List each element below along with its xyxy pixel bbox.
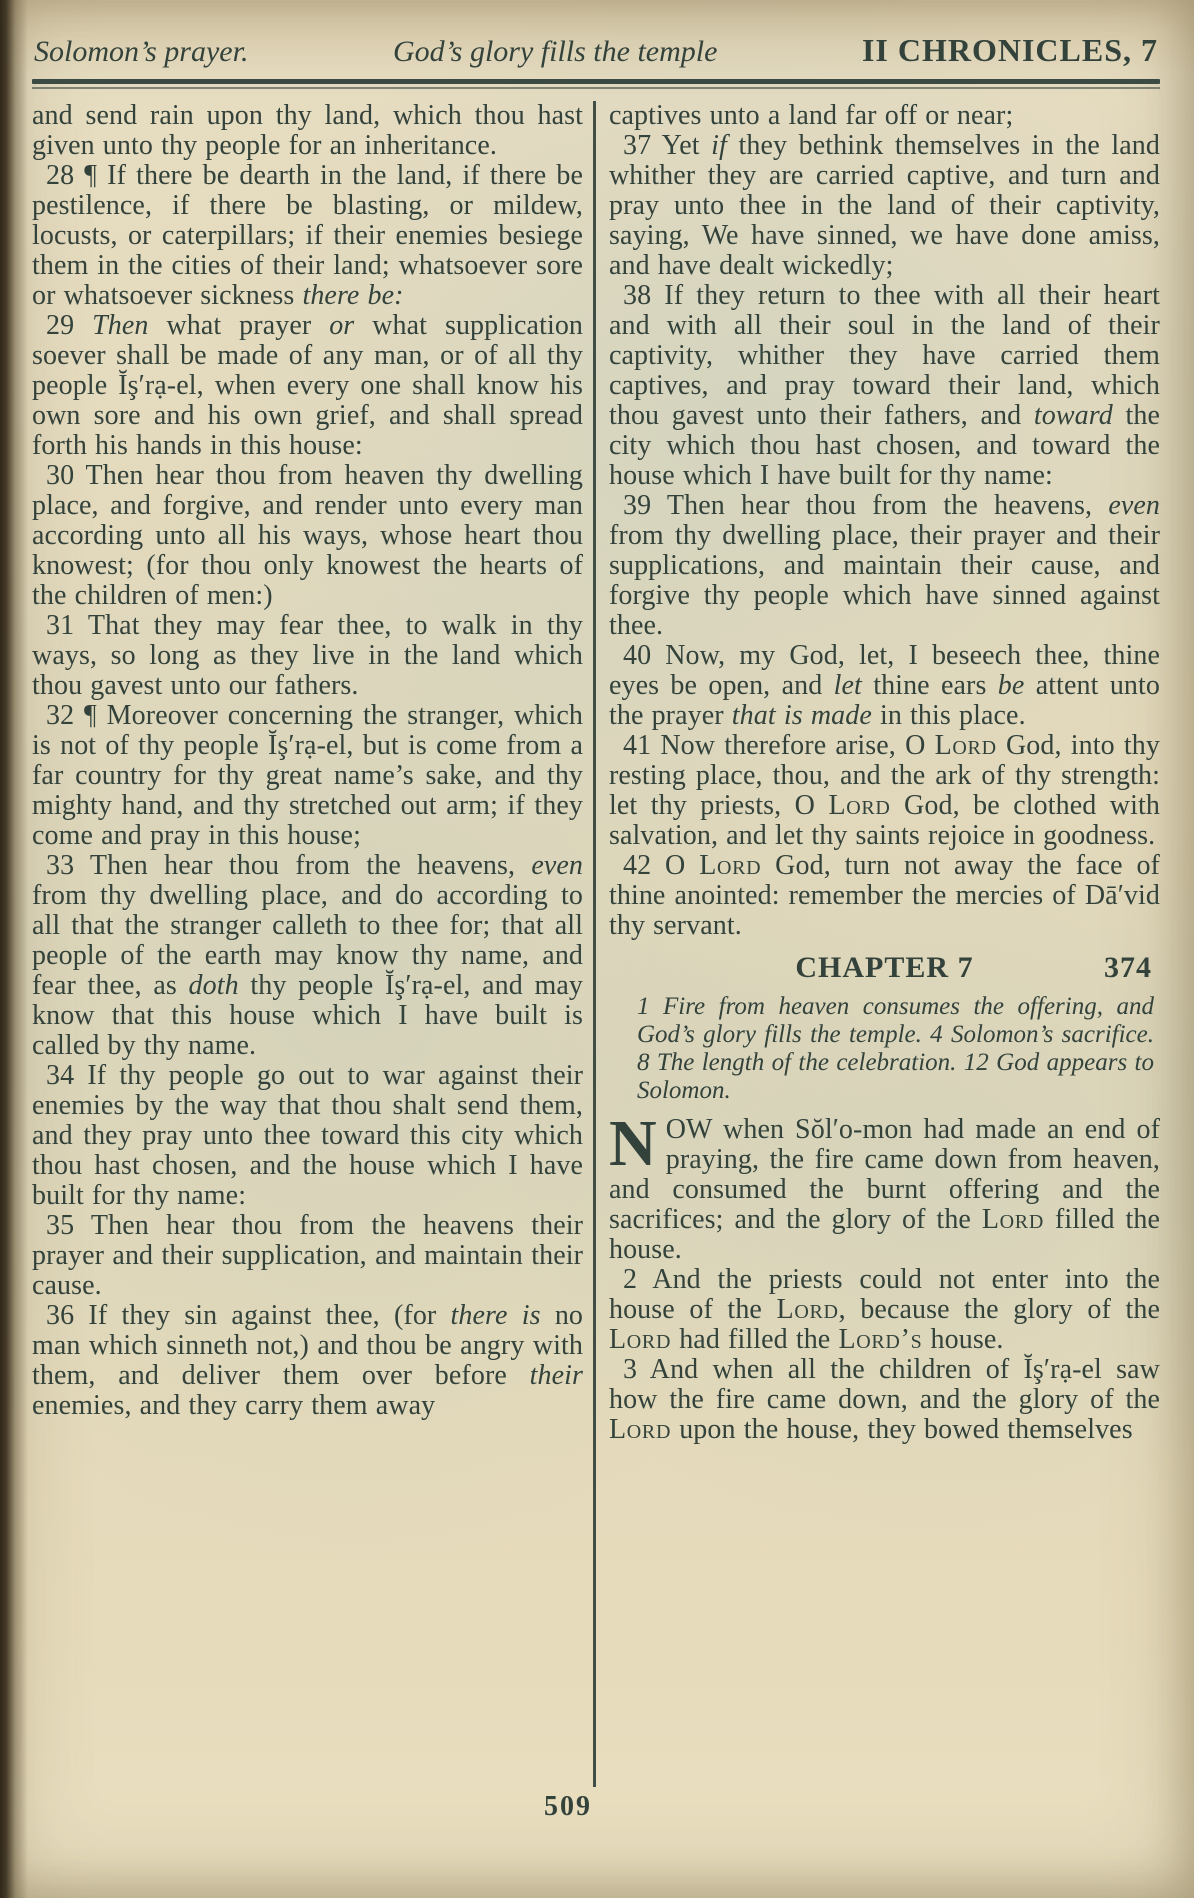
right-column — [596, 101, 1160, 1787]
text-run: and send rain upon thy land, which thou hast given unto thy people for an inheritance. — [32, 101, 584, 161]
text-run: thine ears — [861, 670, 998, 701]
text-run: filled the house. — [608, 1204, 1160, 1265]
page-content — [32, 26, 1160, 1823]
verse-38 — [609, 281, 1160, 491]
text-run: 34 If thy people go out to war against their enemies by the way that thou shalt send them, and they pray unto thee toward this city which thou hast chosen, and the house which I have built for thy name: — [32, 1060, 584, 1211]
italic-text: toward — [1033, 400, 1113, 431]
text-run: 2 And the priests could not enter into the house of the — [608, 1264, 1160, 1325]
running-head-left: Solomon’s prayer. — [34, 35, 249, 68]
italic-text: or — [329, 310, 355, 341]
text-run: 36 If they sin against thee, (for — [46, 1300, 451, 1331]
chapter-title: CHAPTER 7 — [795, 951, 974, 984]
verse-32 — [32, 701, 583, 851]
verse-33 — [32, 851, 583, 1061]
italic-text: their — [529, 1360, 584, 1391]
text-run: 41 Now therefore arise, O — [622, 730, 935, 761]
text-run: God, be clothed with salvation, and let thy saints rejoice in goodness. — [608, 790, 1160, 851]
text-run: from thy dwelling place, their prayer and their supplications, and maintain their cause, and forgive thy people which have sinned against thee. — [608, 520, 1160, 641]
text-run: captives unto a land far off or near; — [608, 101, 1014, 131]
text-run: 30 Then hear thou from heaven thy dwelling place, and forgive, and render unto every man according unto all his ways, whose heart thou knowest; (for thou only knowest the hearts of the children of men:) — [32, 460, 584, 611]
italic-text: that is made — [731, 700, 872, 731]
italic-text: be — [997, 670, 1025, 701]
binding-edge-shadow — [0, 0, 28, 1898]
text-run: the city which thou hast chosen, and toward the house which I have built for thy name: — [608, 400, 1160, 491]
text-run: 37 Yet — [622, 130, 712, 161]
text-run: house. — [922, 1324, 1004, 1355]
text-run: no man which sinneth not,) and thou be angry with them, and deliver them over before — [32, 1300, 584, 1391]
verse-30 — [32, 461, 583, 611]
italic-text: if — [711, 130, 727, 161]
small-caps-lord: Lord — [776, 1294, 839, 1325]
running-head — [32, 26, 1160, 79]
italic-text: let — [833, 670, 862, 701]
page-number: 509 — [544, 1791, 592, 1822]
text-run: 3 And when all the children of Ĭş′rạ-el saw how the fire came down, and the glory of the — [608, 1354, 1160, 1415]
verse-37 — [609, 131, 1160, 281]
chapter-summary — [609, 993, 1160, 1105]
chapter-reference-number: 374 — [1104, 951, 1152, 984]
verse-40 — [609, 641, 1160, 731]
text-run: 42 O — [622, 850, 700, 881]
small-caps-lord: Lord — [699, 850, 762, 881]
text-run: OW when Sŏl′o-mon had made an end of praying, the fire came down from heaven, and consumed the burnt offering and the sacrifices; and the glory of the — [608, 1114, 1160, 1235]
text-run: from thy dwelling place, and do according to all that the stranger calleth to thee for; that all people of the earth may know thy name, and fear thee, as — [32, 880, 584, 1001]
left-column — [32, 101, 593, 1787]
text-run: 31 That they may fear thee, to walk in thy ways, so long as they live in the land which thou gavest unto our fathers. — [32, 610, 584, 701]
text-run: enemies, and they carry them away — [32, 1390, 436, 1421]
verse-28 — [32, 161, 583, 311]
text-run: thy people Ĭş′rạ-el, and may know that this house which I have built is called by thy name. — [32, 970, 584, 1061]
italic-text: there is — [450, 1300, 541, 1331]
text-run: 32 ¶ Moreover concerning the stranger, which is not of thy people Ĭş′rạ-el, but is come from a far country for thy great name’s sake, and thy mighty hand, and thy stretched out arm; if they come and pray in this house; — [32, 700, 584, 851]
italic-text: there be: — [302, 280, 404, 311]
small-caps-lord: Lord — [608, 1324, 672, 1355]
small-caps-lord: Lord’s — [838, 1324, 923, 1355]
verse-29 — [32, 311, 583, 461]
verse-2 — [609, 1265, 1160, 1355]
text-run: they bethink themselves in the land whither they are carried captive, and turn and pray unto thee in the land of their captivity, saying, We have sinned, we have done amiss, and have dealt wickedly; — [608, 130, 1160, 281]
text-run: 29 — [46, 310, 93, 341]
header-rule-light — [32, 87, 1160, 89]
text-run: had filled the — [671, 1324, 839, 1355]
verse-36 — [32, 1301, 583, 1421]
verse-paragraph-opening — [608, 1107, 1160, 1265]
small-caps-lord: Lord — [828, 790, 891, 821]
text-run: , because the glory of the — [838, 1294, 1160, 1325]
text-run: God, into thy resting place, thou, and the ark of thy strength: let thy priests, O — [608, 730, 1160, 821]
italic-text: 1 Fire from heaven consumes the offering, and God’s glory fills the temple. 4 Solomon’s sacrifice. 8 The length of the celebration. 12 God appears to Solomon. — [636, 993, 1154, 1104]
drop-cap-initial: N — [608, 1107, 657, 1180]
text-columns — [32, 101, 1160, 1787]
text-run: 38 If they return to thee with all their heart and with all their soul in the land of their captivity, whither they have carried them captives, and pray toward their land, which thou gavest unto their fathers, and — [608, 280, 1160, 431]
verse-35 — [32, 1211, 583, 1301]
italic-text: Then — [92, 310, 149, 341]
verse-3 — [609, 1355, 1160, 1445]
text-run: 39 Then hear thou from the heavens, — [622, 490, 1109, 521]
verse-42 — [609, 851, 1160, 941]
verse-39 — [609, 491, 1160, 641]
text-run: God, turn not away the face of thine anointed: remember the mercies of Dā′vid thy servant. — [608, 850, 1160, 941]
text-run: what prayer — [148, 310, 330, 341]
verse-36-continuation — [609, 101, 1160, 131]
running-head-center: God’s glory fills the temple — [392, 35, 718, 68]
verse-27-continuation — [32, 101, 583, 161]
book-chapter-title: II CHRONICLES, 7 — [861, 32, 1158, 68]
text-run: in this place. — [871, 700, 1026, 731]
small-caps-lord: Lord — [608, 1414, 672, 1445]
small-caps-lord: Lord — [934, 730, 997, 761]
text-run: 33 Then hear thou from the heavens, — [46, 850, 532, 881]
text-run: 35 Then hear thou from the heavens their prayer and their supplication, and maintain their cause. — [32, 1210, 584, 1301]
italic-text: doth — [188, 970, 239, 1001]
italic-text: even — [1108, 490, 1160, 521]
italic-text: even — [531, 850, 584, 881]
verse-31 — [32, 611, 583, 701]
text-run: upon the house, they bowed themselves — [671, 1414, 1133, 1445]
small-caps-lord: Lord — [981, 1204, 1044, 1235]
text-run: 28 ¶ If there be dearth in the land, if there be pestilence, if there be blasting, or mildew, locusts, or caterpillars; if their enemies besiege them in the cities of their land; whatsoever sore or whatsoever sickness — [32, 160, 584, 311]
chapter-heading — [609, 951, 1160, 985]
text-run: what supplication soever shall be made of any man, or of all thy people Ĭş′rạ-el, when every one shall know his own sore and his own grief, and shall spread forth his hands in this house: — [32, 310, 584, 461]
text-run: attent unto the prayer — [608, 670, 1160, 731]
text-run: 40 Now, my God, let, I beseech thee, thine eyes be open, and — [608, 640, 1160, 701]
header-rule-heavy — [32, 79, 1160, 84]
verse-34 — [32, 1061, 583, 1211]
verse-41 — [609, 731, 1160, 851]
